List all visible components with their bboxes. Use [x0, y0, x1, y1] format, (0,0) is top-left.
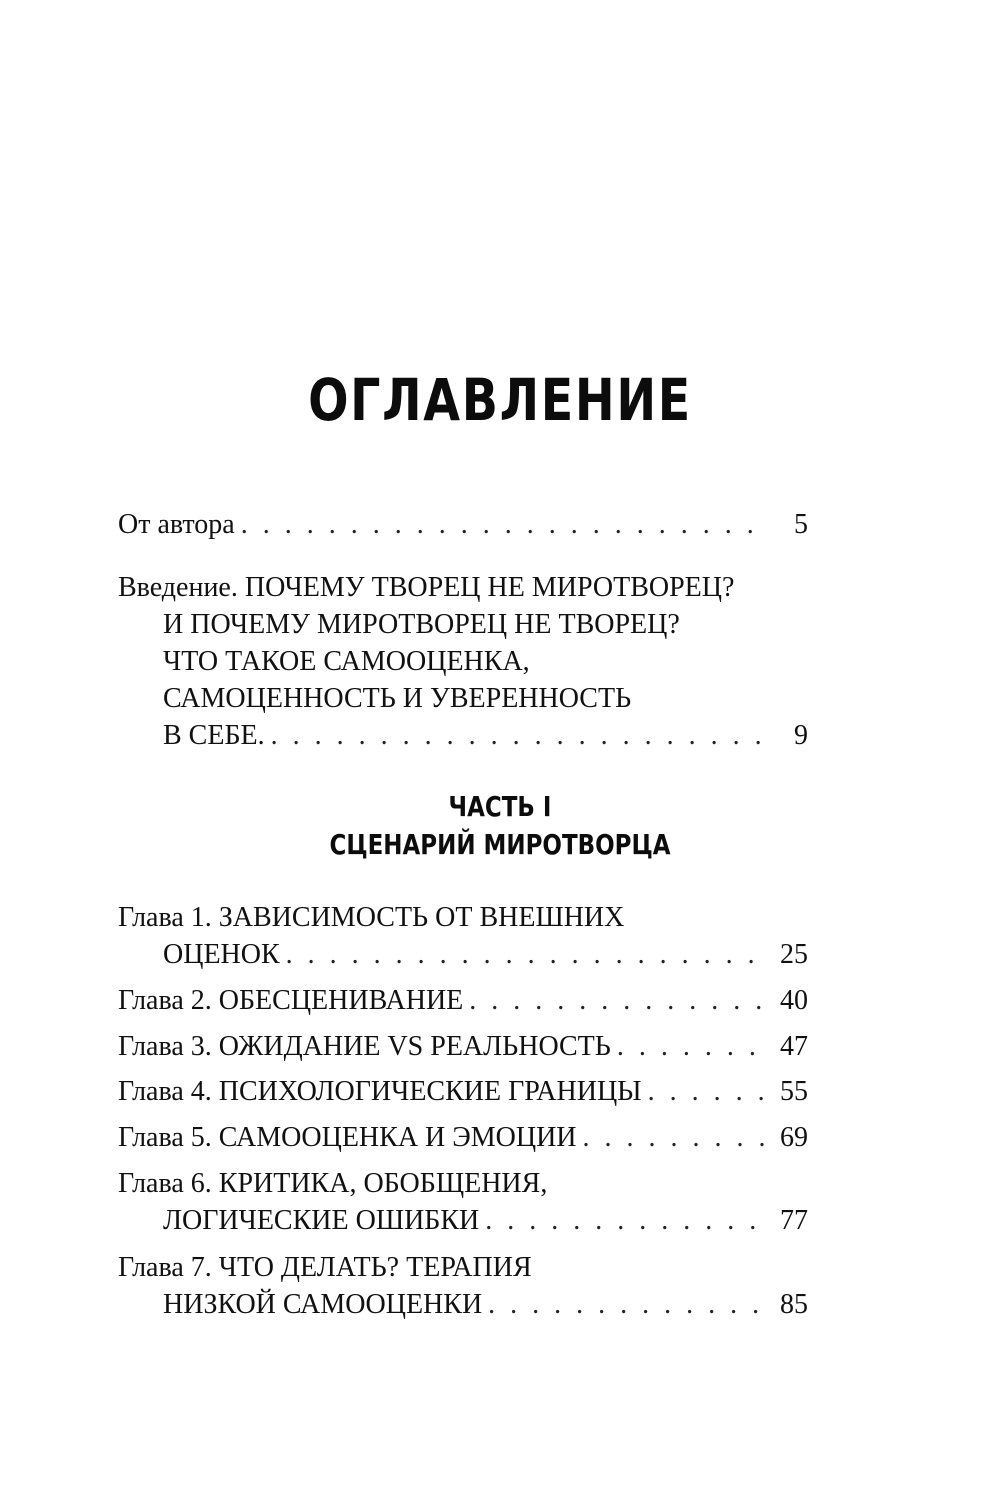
toc-entry-line	[118, 1028, 808, 1065]
part-name: СЦЕНАРИЙ МИРОТВОРЦА	[329, 828, 671, 861]
page-title: ОГЛАВЛЕНИЕ	[308, 366, 692, 434]
toc-entry-line	[118, 606, 808, 643]
toc-chapter-4[interactable]	[118, 1073, 808, 1110]
toc-entry-title-cont: САМОЦЕННОСТЬ И УВЕРЕННОСТЬ	[163, 683, 632, 714]
toc-chapter-2[interactable]	[118, 982, 808, 1019]
toc-chapter-1[interactable]	[118, 899, 808, 973]
toc-entry-title: Глава 5. САМООЦЕНКА И ЭМОЦИИ	[118, 1122, 577, 1153]
toc-entry-line	[118, 1165, 808, 1202]
toc-entry-title: Глава 1. ЗАВИСИМОСТЬ ОТ ВНЕШНИХ	[118, 902, 625, 933]
dot-leader	[286, 936, 768, 973]
toc-page-number: 5	[794, 509, 808, 540]
toc-entry-title-cont: И ПОЧЕМУ МИРОТВОРЕЦ НЕ ТВОРЕЦ?	[163, 609, 680, 640]
toc-entry-title: Введение. ПОЧЕМУ ТВОРЕЦ НЕ МИРОТВОРЕЦ?	[118, 572, 735, 603]
toc-entry-line	[118, 717, 808, 754]
toc-entry-title-cont: НИЗКОЙ САМООЦЕНКИ	[163, 1289, 483, 1320]
toc-page-number: 40	[780, 985, 808, 1016]
toc-entry-title: Глава 4. ПСИХОЛОГИЧЕСКИЕ ГРАНИЦЫ	[118, 1076, 642, 1107]
toc-page-number: 69	[780, 1122, 808, 1153]
toc-chapter-3[interactable]	[118, 1028, 808, 1065]
dot-leader	[469, 982, 768, 1019]
dot-leader	[583, 1119, 768, 1156]
toc-page-number: 55	[780, 1076, 808, 1107]
toc-entry-line	[118, 1249, 808, 1286]
toc-entry-line	[118, 936, 808, 973]
part-heading	[90, 788, 910, 864]
toc-chapter-5[interactable]	[118, 1119, 808, 1156]
toc-entry-title: Глава 3. ОЖИДАНИЕ VS РЕАЛЬНОСТЬ	[118, 1031, 611, 1062]
dot-leader	[648, 1073, 768, 1110]
part-label: ЧАСТЬ I	[448, 790, 552, 823]
toc-entry-title: Глава 7. ЧТО ДЕЛАТЬ? ТЕРАПИЯ	[118, 1252, 532, 1283]
toc-entry-title-cont: ЧТО ТАКОЕ САМООЦЕНКА,	[163, 646, 530, 677]
toc-entry-line	[118, 1073, 808, 1110]
toc-entry-title-cont: ОЦЕНОК	[163, 939, 280, 970]
toc-page-number: 85	[780, 1289, 808, 1320]
toc-chapter-7[interactable]	[118, 1249, 808, 1323]
toc-entry-line	[118, 569, 808, 606]
toc-entry-line	[118, 1286, 808, 1323]
toc-entry-author[interactable]	[118, 506, 808, 543]
toc-entry-title-cont: В СЕБЕ.	[163, 720, 265, 751]
toc-entry-title-cont: ЛОГИЧЕСКИЕ ОШИБКИ	[163, 1205, 480, 1236]
dot-leader	[271, 717, 768, 754]
toc-entry-line	[118, 1202, 808, 1239]
toc-entry-title: Глава 6. КРИТИКА, ОБОБЩЕНИЯ,	[118, 1168, 548, 1199]
toc-entry-introduction[interactable]	[118, 569, 808, 754]
toc-entry-line	[118, 982, 808, 1019]
toc-entry-line	[118, 899, 808, 936]
dot-leader	[617, 1028, 768, 1065]
dot-leader	[485, 1202, 768, 1239]
toc-entry-title: Глава 2. ОБЕСЦЕНИВАНИЕ	[118, 985, 464, 1016]
toc-page-number: 25	[780, 939, 808, 970]
toc-entry-title: От автора	[118, 509, 235, 540]
toc-entry-line	[118, 643, 808, 680]
toc-front-matter	[118, 506, 808, 543]
toc-entry-line	[118, 1119, 808, 1156]
dot-leader	[241, 506, 768, 543]
toc-page-number: 9	[794, 720, 808, 751]
toc-chapter-6[interactable]	[118, 1165, 808, 1239]
dot-leader	[488, 1286, 768, 1323]
toc-entry-line	[118, 680, 808, 717]
toc-page-number: 77	[780, 1205, 808, 1236]
toc-page-number: 47	[780, 1031, 808, 1062]
